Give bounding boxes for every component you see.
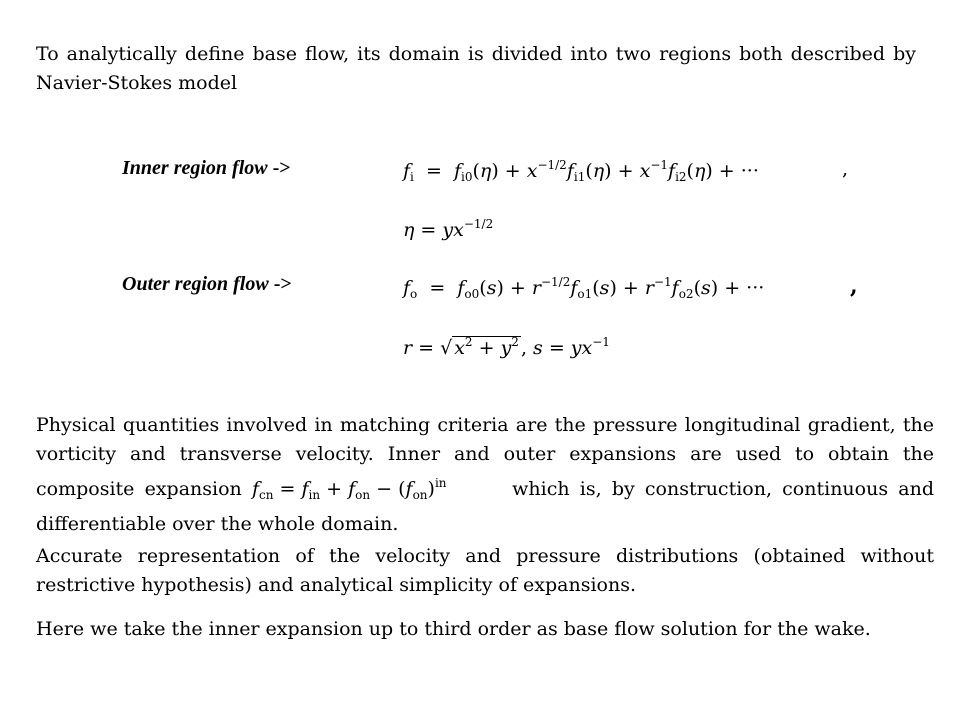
- paragraph2-text-before: Physical quantities involved in matching criteria are the pressure longitudinal gradient, the vorticity and transverse velocity. Inner and outer expansions are used to obtain the composite expansion: [36, 414, 934, 500]
- paragraph2-text-after: which is, by construction, continuous and differentiable over the whole domain.: [36, 478, 935, 535]
- inner-region-label: [122, 157, 291, 180]
- matching-criteria-paragraph: [36, 411, 934, 539]
- inner-comma: ,: [842, 158, 849, 180]
- outer-arrow: ->: [273, 273, 292, 295]
- composite-expansion-equation: $f_{cn} = f_{in} + f_{on} - (f_{on})^{in}$: [251, 476, 447, 502]
- outer-label-text: Outer region flow: [122, 273, 269, 295]
- inner-expansion-equation: $f_i = f_{i0}(\eta) + x^{-1/2}f_{i1}(\eta) + x^{-1}f_{i2}(\eta)$ + ···: [403, 158, 759, 184]
- base-flow-paragraph: Here we take the inner expansion up to third order as base flow solution for the wake.: [36, 618, 871, 640]
- inner-arrow: ->: [272, 157, 291, 179]
- inner-label-text: Inner region flow: [122, 157, 268, 179]
- accuracy-paragraph: Accurate representation of the velocity and pressure distributions (obtained without restrictive hypothesis) and analytical simplicity of expansions.: [36, 545, 934, 596]
- intro-paragraph: To analytically define base flow, its domain is divided into two regions both described by Navier-Stokes model: [36, 43, 916, 94]
- eta-definition-equation: $\eta = yx^{-1/2}$: [403, 217, 494, 241]
- r-s-definition-equation: r = √ $x^2 + y^2$ , $s = yx^{-1}$: [403, 335, 610, 359]
- outer-region-label: [122, 273, 292, 296]
- outer-comma: ,: [850, 273, 858, 299]
- outer-expansion-equation: $f_o = f_{o0}(s) + r^{-1/2}f_{o1}(s) + r^{-1}f_{o2}(s)$ + ···: [403, 275, 765, 301]
